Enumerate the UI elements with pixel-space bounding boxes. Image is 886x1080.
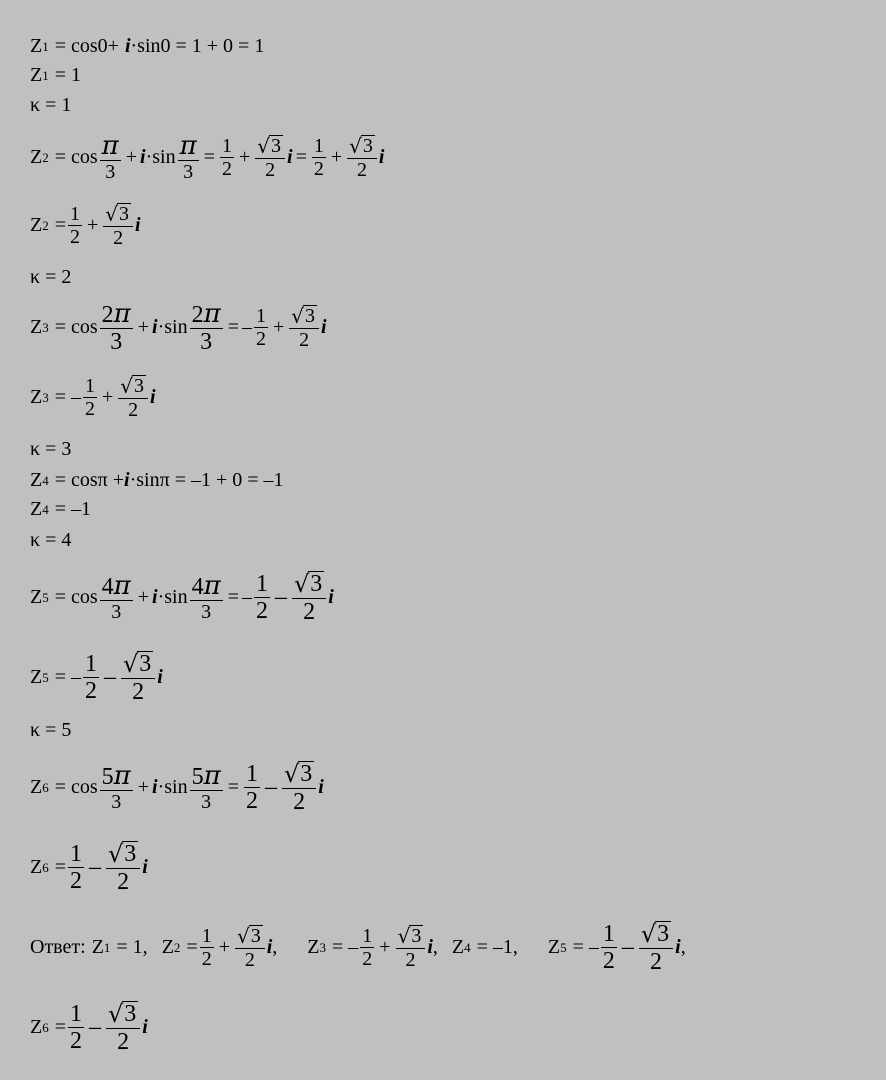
k-5: κ = 5 xyxy=(30,719,72,741)
z5-result: Z 5 = – $\frac{1}{2}$ – √ 3 2 i xyxy=(30,649,163,705)
z4-result: Z 4 = –1 xyxy=(30,498,91,520)
z2-calculation: Z 2 = cos $\frac{\pi}{3}$ + i ·sin $\frac{\pi}{3}$ = $\frac{1}{2}$ + √ 3 2 i = $\frac{1}{2}$ + √ 3 2 i xyxy=(30,130,385,183)
z2-result: Z 2 = $\frac{1}{2}$ + √ 3 2 i xyxy=(30,201,141,249)
z1-result: Z 1 = 1 xyxy=(30,64,81,86)
k-1: κ = 1 xyxy=(30,94,72,116)
z5-calculation: Z 5 = cos $\frac{4\pi}{3}$ + i ·sin $\frac{4\pi}{3}$ = – $\frac{1}{2}$ – √ 3 2 i xyxy=(30,569,334,625)
z1-calculation: Z 1 = cos0+ i ·sin0 = 1 + 0 = 1 xyxy=(30,35,265,57)
k-4: κ = 4 xyxy=(30,529,72,551)
answer-line: Ответ: Z 1 = 1, Z 2 = $\frac{1}{2}$ + √ 3 2 i , Z 3 = – $\frac{1}{2}$ + √ 3 2 i , Z 4 = –1, Z 5 = – $\frac{1}{2}$ – √ 3 2 i , xyxy=(30,919,686,975)
answer-label: Ответ: xyxy=(30,936,86,958)
k-3: κ = 3 xyxy=(30,438,72,460)
k-2: κ = 2 xyxy=(30,266,72,288)
z6-result: Z 6 = $\frac{1}{2}$ – √ 3 2 i xyxy=(30,839,148,895)
z3-result: Z 3 = – $\frac{1}{2}$ + √ 3 2 i xyxy=(30,373,156,421)
answer-z6: Z 6 = $\frac{1}{2}$ – √ 3 2 i xyxy=(30,999,148,1055)
z6-calculation: Z 6 = cos $\frac{5\pi}{3}$ + i ·sin $\frac{5\pi}{3}$ = $\frac{1}{2}$ – √ 3 2 i xyxy=(30,759,324,815)
z4-calculation: Z 4 = cosπ + i ·sinπ = –1 + 0 = –1 xyxy=(30,469,284,491)
z3-calculation: Z 3 = cos $\frac{2\pi}{3}$ + i ·sin $\frac{2\pi}{3}$ = – $\frac{1}{2}$ + √ 3 2 i xyxy=(30,298,327,355)
